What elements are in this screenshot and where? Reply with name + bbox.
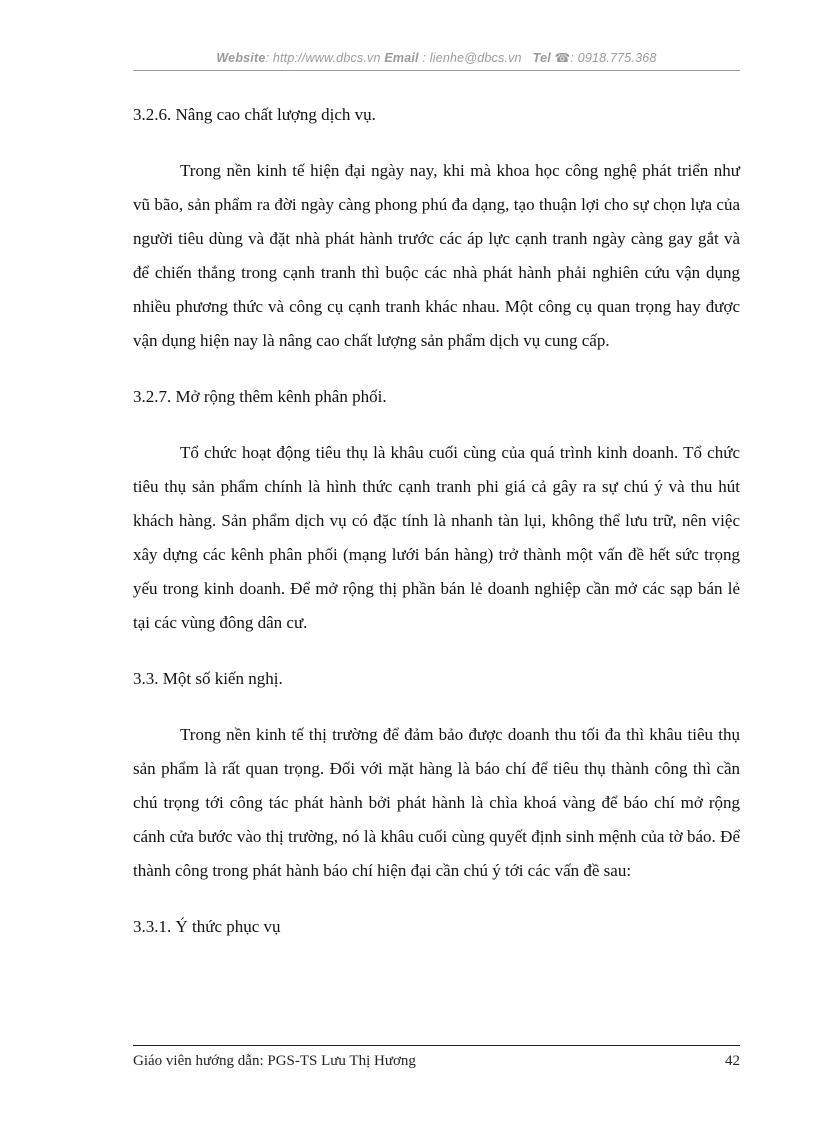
website-value: : http://www.dbcs.vn xyxy=(265,51,381,65)
website-label: Website xyxy=(216,51,266,65)
email-value: : lienhe@dbcs.vn xyxy=(418,51,522,65)
document-body xyxy=(133,98,740,944)
page-number: 42 xyxy=(725,1053,740,1069)
section-paragraph-3-2-7: Tổ chức hoạt động tiêu thụ là khâu cuối cùng của quá trình kinh doanh. Tổ chức tiêu thụ sản phẩm chính là hình thức cạnh tranh phi giá cả gây ra sự chú ý và thu hút khách hàng. Sản phẩm dịch vụ có đặc tính là nhanh tàn lụi, không thể lưu trữ, nên việc xây dựng các kênh phân phối (mạng lưới bán hàng) trở thành một vấn đề hết sức trọng yếu trong kinh doanh. Để mở rộng thị phần bán lẻ doanh nghiệp cần mở các sạp bán lẻ tại các vùng đông dân cư. xyxy=(133,443,740,632)
section-paragraph-3-3: Trong nền kinh tế thị trường để đảm bảo được doanh thu tối đa thì khâu tiêu thụ sản phẩm là rất quan trọng. Đối với mặt hàng là báo chí để tiêu thụ thành công thì cần chú trọng tới công tác phát hành bởi phát hành là chìa khoá vàng để báo chí mở rộng cánh cửa bước vào thị trường, nó là khâu cuối cùng quyết định sinh mệnh của tờ báo. Để thành công trong phát hành báo chí hiện đại cần chú ý tới các vấn đề sau: xyxy=(133,725,740,880)
advisor-text: Giáo viên hướng dẫn: PGS-TS Lưu Thị Hương xyxy=(133,1053,416,1069)
page-header xyxy=(133,50,740,65)
tel-label: Tel xyxy=(532,51,551,65)
footer-divider xyxy=(133,1045,740,1046)
header-divider xyxy=(133,70,740,71)
tel-value: : 0918.775.368 xyxy=(570,51,657,65)
section-heading-3-2-7: 3.2.7. Mở rộng thêm kênh phân phối. xyxy=(133,387,387,406)
section-heading-3-3-1: 3.3.1. Ý thức phục vụ xyxy=(133,917,281,936)
section-heading-3-3: 3.3. Một số kiến nghị. xyxy=(133,669,283,688)
section-heading-3-2-6: 3.2.6. Nâng cao chất lượng dịch vụ. xyxy=(133,105,376,124)
phone-icon: ☎ xyxy=(554,51,571,65)
section-paragraph-3-2-6: Trong nền kinh tế hiện đại ngày nay, khi mà khoa học công nghệ phát triển như vũ bão, sản phẩm ra đời ngày càng phong phú đa dạng, tạo thuận lợi cho sự chọn lựa của người tiêu dùng và đặt nhà phát hành trước các áp lực cạnh tranh ngày càng gay gắt và để chiến thắng trong cạnh tranh thì buộc các nhà phát hành phải nghiên cứu vận dụng nhiều phương thức và công cụ cạnh tranh khác nhau. Một công cụ quan trọng hay được vận dụng hiện nay là nâng cao chất lượng sản phẩm dịch vụ cung cấp. xyxy=(133,161,740,350)
email-label: Email xyxy=(384,51,419,65)
page-footer xyxy=(133,1053,740,1070)
